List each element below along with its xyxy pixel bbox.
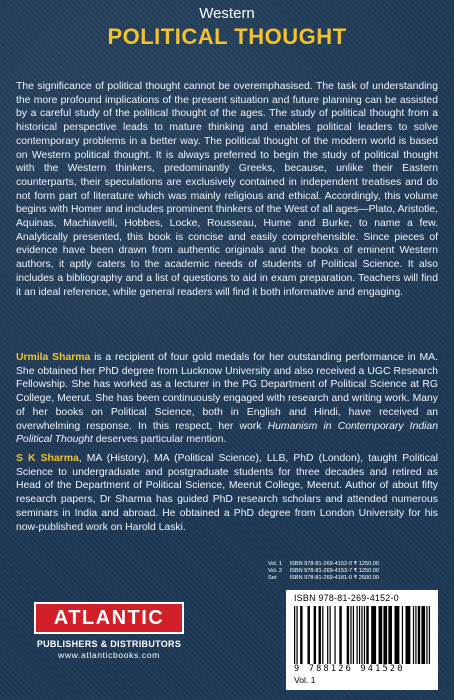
author-bio-text: , MA (History), MA (Political Science), LLB, PhD (London), taught Political Science to undergraduate and postgraduate students for three decades and retired as Head of the Department of Political Science, Meerut College, Meerut. Author of about fifty research papers, Dr Sharma has guided PhD research scholars and attended numerous seminars in India and abroad. He obtained a PhD degree from London University for his now-published work on Harold Laski. [16, 453, 438, 533]
publisher-website: www.atlanticbooks.com [58, 650, 160, 660]
isbn-volume: Vol. 1 [268, 561, 282, 567]
book-description [16, 80, 438, 299]
barcode-volume-label: Vol. 1 [294, 675, 316, 685]
author-name-urmila-sharma: Urmila Sharma [16, 352, 91, 363]
isbn-row [268, 575, 438, 582]
publisher-subtitle: PUBLISHERS & DISTRIBUTORS [36, 639, 182, 649]
barcode-isbn-label: ISBN 978-81-269-4152-0 [294, 593, 399, 603]
author-bio-text-end: deserves particular mention. [92, 434, 227, 446]
barcode-graphic [294, 606, 430, 664]
isbn-row [268, 568, 438, 575]
isbn-number: ISBN 978-81-269-4153-7 [289, 568, 353, 575]
title-political-thought: POLITICAL THOUGHT [107, 24, 347, 49]
isbn-number: ISBN 978-81-269-4152-0 [289, 561, 353, 567]
isbn-price-list [268, 561, 438, 583]
title-block [0, 4, 454, 50]
isbn-price: ₹ 1250.00 [353, 561, 379, 567]
description-text: The significance of political thought cannot be overemphasised. The task of understanding the more profound implications of the present situation and future planning can be assisted by a careful study of the political thought of the ages. The study of political thought from a historical perspective leads to mature thinking and enables political leaders to solve contemporary problems in a better way. The political thought of the modern world is based on Western political thought. It is always preferred to begin the study of political thought with the Western thinkers, predominantly Greeks, because, unlike their Eastern counterparts, their speculations are exclusively contained in independent treatises and do not form part of literature which was mainly religious and ethical. Accordingly, this volume begins with Homer and includes prominent thinkers of the West of all ages—Plato, Aristotle, Aquinas, Machiavelli, Hobbes, Locke, Rousseau, Hume and Burke, to name a few. Analytically presented, this book is concise and easily comprehensible. Since pieces of evidence have been drawn from authentic originals and the books of eminent Western authors, it aptly caters to the academic needs of students of Political Science. It also includes a bibliography and a list of questions to aid in exam preparation. Teachers will find it an ideal reference, while general readers will find it both informative and engaging. [16, 81, 438, 298]
author-bio-urmila-sharma [16, 351, 438, 447]
isbn-price: ₹ 2500.00 [353, 575, 379, 582]
publisher-logo: ATLANTIC [34, 602, 184, 634]
barcode-digits: 9 788126 941520 [294, 664, 405, 674]
isbn-row [268, 561, 438, 568]
isbn-volume: Vol. 2 [268, 568, 282, 575]
barcode-panel [286, 590, 438, 690]
isbn-price: ₹ 1250.00 [353, 568, 379, 575]
author-name-sk-sharma: S K Sharma [16, 453, 79, 464]
author-bio-text: is a recipient of four gold medals for her outstanding performance in MA. She obtained her PhD degree from Lucknow University and also received a UGC Research Fellowship. She has worked as a lecturer in the PG Department of Political Science at RG College, Meerut. She has been continuously engaged with research and writing work. Many of her books on Political Science, both in English and Hindi, have received an overwhelming response. In this respect, her work [16, 352, 438, 432]
notable-work-title: Humanism in Contemporary Indian Political Thought [16, 420, 438, 446]
isbn-volume: Set [268, 575, 277, 582]
isbn-number: ISBN 978-81-269-4181-0 [289, 575, 353, 582]
author-bio-sk-sharma [16, 452, 438, 534]
publisher-block [34, 602, 184, 661]
title-western: Western [199, 5, 255, 22]
